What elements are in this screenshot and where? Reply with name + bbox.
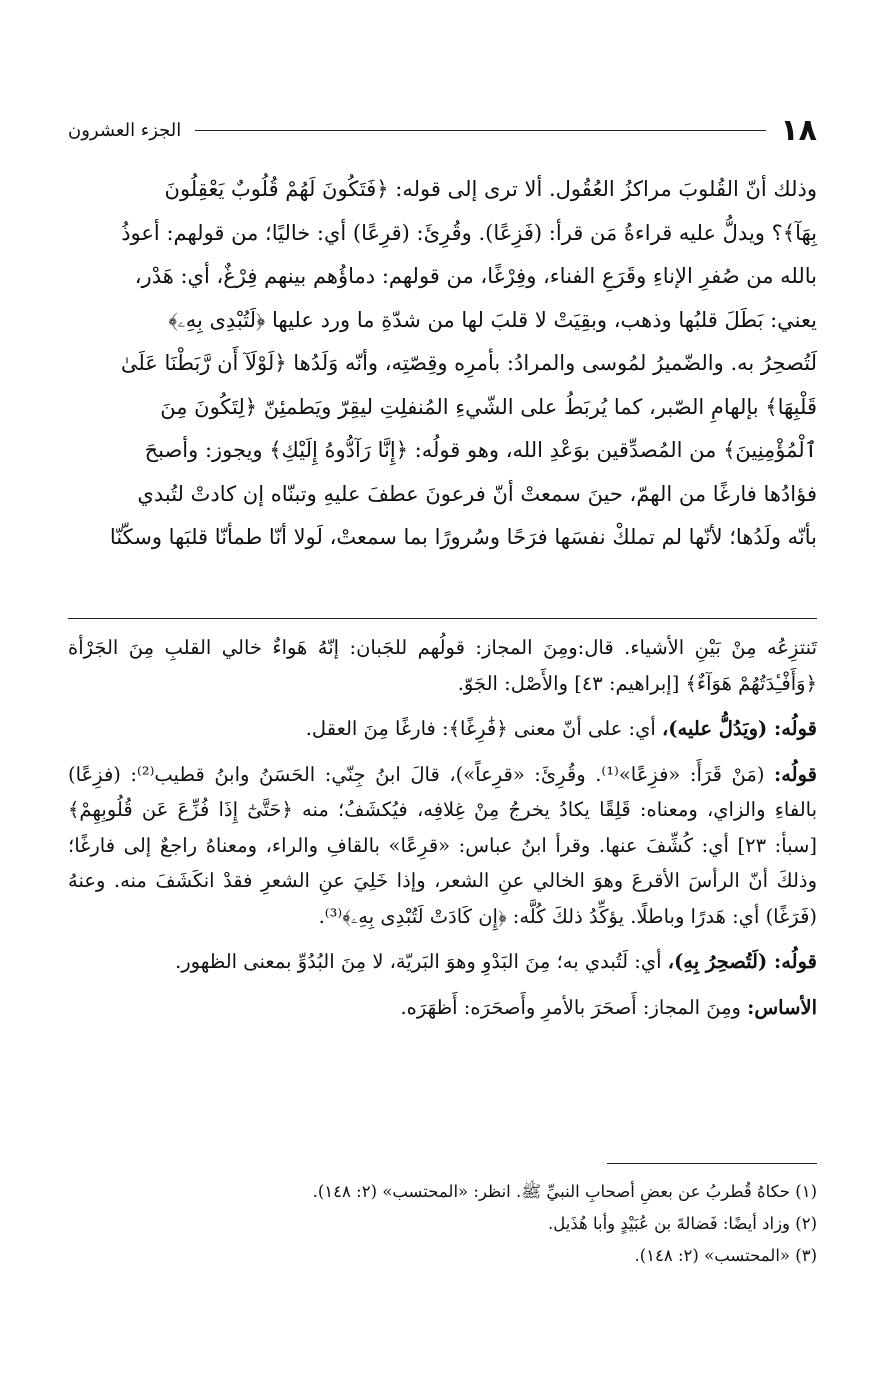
commentary-text: تَنتزِعُه مِنْ بَيْنِ الأشياء. قال:ومِنَ المجاز: قولُهم للجَبان: إنّهُ هَواءٌ خالي القلبِ مِنَ الجَرْأة ﴿وَأَفْـِٔدَتُهُمْ هَوَآءٌ﴾ [إبراهيم: ٤٣] والأَصْل: الجَوّ.	[68, 636, 817, 695]
commentary-lead: الأساس:	[747, 995, 817, 1019]
commentary-lead: قولُه: (ويَدُلُّ عليه)،	[662, 717, 817, 740]
commentary-lead: قولُه: (لَتُصحِرُ بِهِ)،	[667, 950, 817, 973]
main-text-line: يعني: بَطَلَ قلبُها وذهب، وبقِيَتْ لا قلبَ لها من شدّةِ ما ورد عليها ﴿لَتُبْدِى بِهِۦ﴾	[168, 307, 817, 332]
main-text-line: قَلْبِهَا﴾ بإلهامِ الصّبر، كما يُربَطُ على الشّيءِ المُنفلِتِ ليقِرّ ويَطمئِنّ ﴿لِتَكُونَ مِنَ	[160, 394, 817, 419]
commentary-divider	[68, 618, 817, 619]
commentary-lead: قولُه:	[774, 762, 817, 786]
footnote: (١) حكاهُ قُطربُ عن بعضِ أصحابِ النبيِّ ﷺ. انظر: «المحتسب» (٢: ١٤٨).	[312, 1182, 817, 1201]
header-divider	[195, 130, 766, 131]
commentary-paragraph	[68, 990, 817, 1026]
footnote-divider	[607, 1163, 817, 1164]
commentary-paragraph	[68, 757, 817, 935]
main-text-line: ٱلْمُؤْمِنِينَ﴾ من المُصدِّقين بوَعْدِ الله، وهو قولُه: ﴿إِنَّا رَآدُّوهُ إِلَيْكِ﴾ ويجوز: وأصبحَ	[144, 438, 817, 462]
footnotes	[68, 1176, 817, 1272]
footnote: (٢) وزاد أيضًا: فَضالةَ بن عُبَيْدٍ وأبا هُذَيل.	[548, 1214, 817, 1233]
footnote: (٣) «المحتسب» (٢: ١٤٨).	[634, 1246, 817, 1265]
main-text-line: فؤادُها فارغًا من الهمّ، حينَ سمعتْ أنّ فرعونَ عطفَ عليهِ وتبنّاه إن كادتْ لتُبدي	[137, 481, 817, 506]
part-title: الجزء العشرون	[68, 119, 182, 141]
main-text-line: بالله من صُفرِ الإناءِ وقَرَعِ الفناء، وفِرْغًا، من قولهم: دماؤُهم بينهم فِرْغٌ، أي: هَدْر،	[134, 264, 817, 288]
main-text-line: لَتُصحِرُ به. والضّميرُ لمُوسى والمرادُ: بأمرِه وقِصّتِه، وأنّه وَلَدُها ﴿لَوْلَآ أَن رَّبَطْنَا عَلَىٰ	[120, 351, 817, 375]
commentary-text: أي: على أنّ معنى ﴿فَٰرِغًا﴾: فارغًا مِنَ العقل.	[305, 717, 662, 740]
main-text-line: بِهَآ﴾؟ ويدلُّ عليه قراءةُ مَن قرأ: (فَزِعًا). وقُرِئَ: (قرِعًا) أي: خاليًا؛ من قولهم: أعوذُ	[121, 220, 817, 245]
main-text-line: بأنّه ولَدُها؛ لأنّها لم تملكْ نفسَها فرَحًا وسُرورًا بما سمعتْ، لَولا أنّا طمأنّا قلبَها وسكّنّا	[109, 525, 817, 549]
main-text-line: وذلك أنّ القُلوبَ مراكزُ العُقُول. ألا ترى إلى قوله: ﴿فَتَكُونَ لَهُمْ قُلُوبٌ يَعْقِلُونَ	[164, 177, 817, 201]
page-header	[68, 108, 817, 152]
page-number: ١٨	[780, 112, 817, 148]
commentary-text: ومِنَ المجاز: أَصحَرَ بالأمرِ وأَصحَرَه: أَظهَرَه.	[400, 995, 748, 1019]
main-text	[68, 168, 817, 560]
commentary-paragraph	[68, 944, 817, 980]
commentary-paragraph	[68, 630, 817, 701]
commentary	[68, 630, 817, 1035]
commentary-text: (مَنْ قَرَأَ: «فزِعًا»⁽¹⁾. وقُرِئَ: «قرِعاً»)، قالَ ابنُ جِنّي: الحَسَنُ وابنُ قطيب⁽²⁾: (فزِعًا) بالفاءِ والزاي، ومعناه: قَلِقًا يكادُ يخرجُ مِنْ غِلافِه، فيُكشَفُ؛ منه ﴿حَتَّىٰٓ إِذَا فُزِّعَ عَن قُلُوبِهِمْ﴾ [سبأ: ٢٣] أي: كُشِّفَ عنها. وقرأ ابنُ عباس: «قرِعًا» بالقافِ والراء، ومعناهُ راجعٌ إلى فارغًا؛ وذلكَ أنّ الرأسَ الأقرعَ وهوَ الخالي عنِ الشعر، وإذا خَلِيَ عنِ الشعرِ فقدْ انكَشَفَ منه. وعنهُ (فَرَغًا) أي: هَدرًا وباطلًا. يؤكِّدُ ذلكَ كُلَّه: ﴿إِن كَادَتْ لَتُبْدِى بِهِۦ﴾⁽³⁾.	[68, 762, 817, 928]
commentary-text: أي: لَتُبدي به؛ مِنَ البَدْوِ وهوَ البَريّة، لا مِنَ البُدُوِّ بمعنى الظهور.	[175, 950, 668, 973]
commentary-paragraph	[68, 711, 817, 747]
